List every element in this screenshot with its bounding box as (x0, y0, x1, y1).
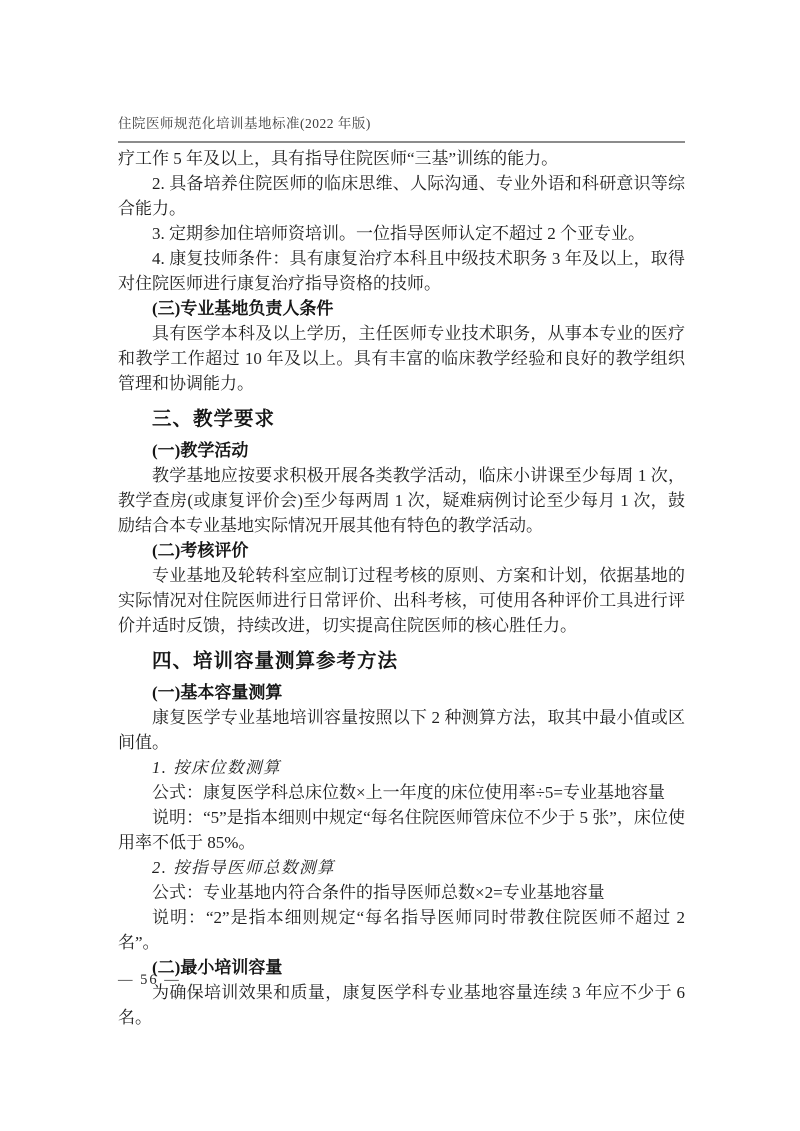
paragraph: 4. 康复技师条件：具有康复治疗本科且中级技术职务 3 年及以上，取得对住院医师进行康复治疗指导资格的技师。 (118, 249, 685, 293)
paragraph: 为确保培训效果和质量，康复医学科专业基地容量连续 3 年应不少于 6 名。 (118, 983, 685, 1027)
subsection-heading: (二)考核评价 (152, 541, 249, 560)
document-body (118, 146, 685, 1030)
numbered-method-item: 1. 按床位数测算 (152, 758, 281, 777)
paragraph: 具有医学本科及以上学历，主任医师专业技术职务，从事本专业的医疗和教学工作超过 10 年及以上。具有丰富的临床教学经验和良好的教学组织管理和协调能力。 (118, 324, 685, 393)
numbered-method-item: 2. 按指导医师总数测算 (152, 858, 335, 877)
paragraph: 说明：“5”是指本细则中规定“每名住院医师管床位不少于 5 张”，床位使用率不低于 85%。 (118, 808, 685, 852)
paragraph: 专业基地及轮转科室应制订过程考核的原则、方案和计划，依据基地的实际情况对住院医师进行日常评价、出科考核，可使用各种评价工具进行评价并适时反馈，持续改进，切实提高住院医师的核心胜任力。 (118, 566, 685, 635)
paragraph: 2. 具备培养住院医师的临床思维、人际沟通、专业外语和科研意识等综合能力。 (118, 174, 685, 218)
paragraph: 公式：专业基地内符合条件的指导医师总数×2=专业基地容量 (152, 883, 605, 902)
paragraph: 说明：“2”是指本细则规定“每名指导医师同时带教住院医师不超过 2 名”。 (118, 908, 685, 952)
page-number: — 56 — (118, 972, 181, 988)
paragraph: 康复医学专业基地培训容量按照以下 2 种测算方法，取其中最小值或区间值。 (118, 708, 685, 752)
paragraph: 教学基地应按要求积极开展各类教学活动，临床小讲课至少每周 1 次，教学查房(或康复评价会)至少每两周 1 次，疑难病例讨论至少每月 1 次，鼓励结合本专业基地实际情况开展其他有特色的教学活动。 (118, 466, 685, 535)
running-header-title: 住院医师规范化培训基地标准(2022 年版) (118, 112, 685, 143)
subsection-heading: (二)最小培训容量 (152, 958, 283, 977)
subsection-heading: (三)专业基地负责人条件 (152, 299, 334, 318)
section-heading: 四、培训容量测算参考方法 (152, 651, 399, 672)
paragraph-continuation: 疗工作 5 年及以上，具有指导住院医师“三基”训练的能力。 (118, 149, 559, 168)
subsection-heading: (一)基本容量测算 (152, 683, 283, 702)
paragraph: 公式：康复医学科总床位数×上一年度的床位使用率÷5=专业基地容量 (152, 783, 666, 802)
subsection-heading: (一)教学活动 (152, 441, 249, 460)
section-heading: 三、教学要求 (152, 409, 276, 430)
paragraph: 3. 定期参加住培师资培训。一位指导医师认定不超过 2 个亚专业。 (152, 224, 645, 243)
